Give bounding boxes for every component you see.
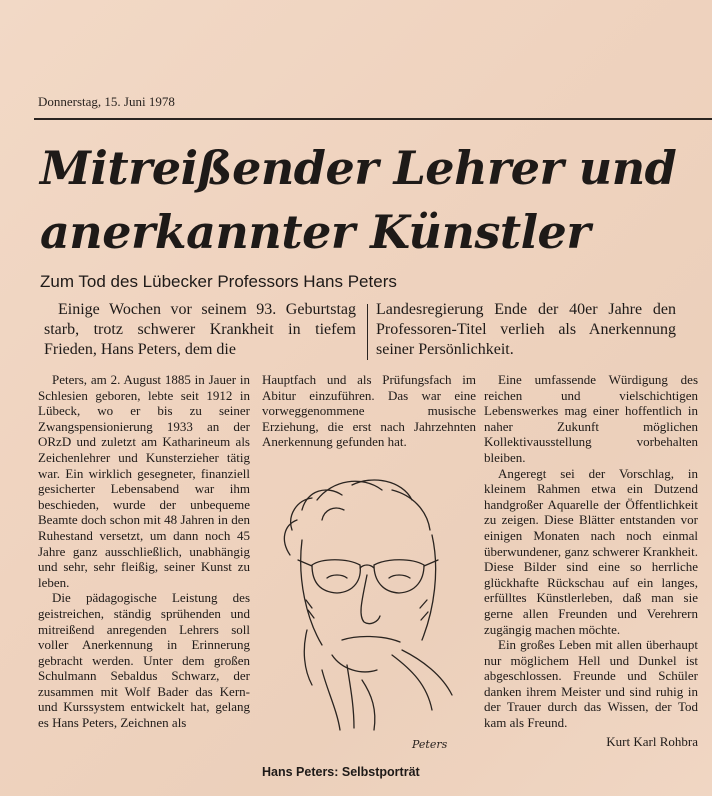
author-name: Kurt Karl Rohbra (606, 733, 698, 749)
column-2-paragraph: Hauptfach und als Prüfungsfach im Abitur einzuführen. Das war eine vorweggenommene musische Erziehung, die erst nach Jahrzehnten Anerkennung gefunden hat. (262, 372, 476, 450)
portrait-caption: Hans Peters: Selbstporträt (262, 765, 420, 779)
column-1-paragraph: Peters, am 2. August 1885 in Jauer in Schlesien geboren, lebte seit 1912 in Lübeck, wo er bis zu seiner Zwangspensionierung 1933 an der ORzD und zuletzt am Katharineum als Zeichenlehrer und Kunsterzieher tätig war. Ein wirklich gesegneter, finanziell gesicherter Lebensabend war ihm beschieden, wurde der unbequeme Beamte doch schon mit 48 Jahren in den Ruhestand versetzt, um dann noch 45 Jahre ganz ausschließlich, unabhängig und sehr, sehr fleißig, seiner Kunst zu leben. (38, 372, 250, 590)
portrait-signature: Peters (412, 738, 448, 751)
column-3-paragraph: Eine umfassende Würdigung des reichen und vielschichtigen Lebenswerkes mag einer hoffentlich in naher Zukunft möglichen Kollektivausstellung vorbehalten bleiben. (484, 372, 698, 465)
column-3-paragraph: Ein großes Leben mit allen überhaupt nur möglichem Hell und Dunkel ist abgeschlossen. Freunde und Schüler danken ihrem Meister und sind ruhig in der Trauer durch das Wissen, der Tod kam als Freund. (484, 637, 698, 731)
headline-line-1: Mitreißender Lehrer und (40, 141, 677, 195)
headline (40, 136, 710, 264)
headline-line-2: anerkannter Künstler (40, 205, 591, 259)
lead-column-separator (367, 304, 368, 360)
self-portrait-sketch (262, 470, 476, 760)
issue-date: Donnerstag, 15. Juni 1978 (38, 94, 175, 109)
article-column-3 (484, 372, 698, 749)
lead-paragraph-right: Landesregierung Ende der 40er Jahre den Professoren-Titel verlieh als Anerkennung seiner Persönlichkeit. (376, 301, 676, 358)
article-column-1 (38, 372, 250, 731)
article-column-2 (262, 372, 476, 450)
header-rule (34, 118, 712, 120)
lead-paragraph-left: Einige Wochen vor seinem 93. Geburtstag starb, trotz schwerer Krankheit in tiefem Frieden, Hans Peters, dem die (44, 301, 356, 358)
column-1-paragraph: Die pädagogische Leistung des geistreichen, ständig sprühenden und mitreißend anregenden Lehrers soll voller Anerkennung in Erinnerung gebracht werden. Unter dem großen Schulmann Sebaldus Schwarz, der zusammen mit Wolf Bader das Kern- und Kurssystem entwickelt hat, gelang es Hans Peters, Zeichnen als (38, 590, 250, 731)
subheadline: Zum Tod des Lübecker Professors Hans Peters (40, 272, 397, 291)
column-3-paragraph: Angeregt sei der Vorschlag, in kleinem Rahmen etwa ein Dutzend handgroßer Aquarelle der Öffentlichkeit zu zeigen. Diese Blätter entstanden vor einigen Monaten nach noch einmal überwundener, ganz schwerer Krankheit. Diese Bilder sind eine so herrliche glückhafte Rückschau auf ein langes, erfülltes Künstlerleben, daß man sie gerne allen Freunden und Verehrern zugängig machen möchte. (484, 465, 698, 637)
